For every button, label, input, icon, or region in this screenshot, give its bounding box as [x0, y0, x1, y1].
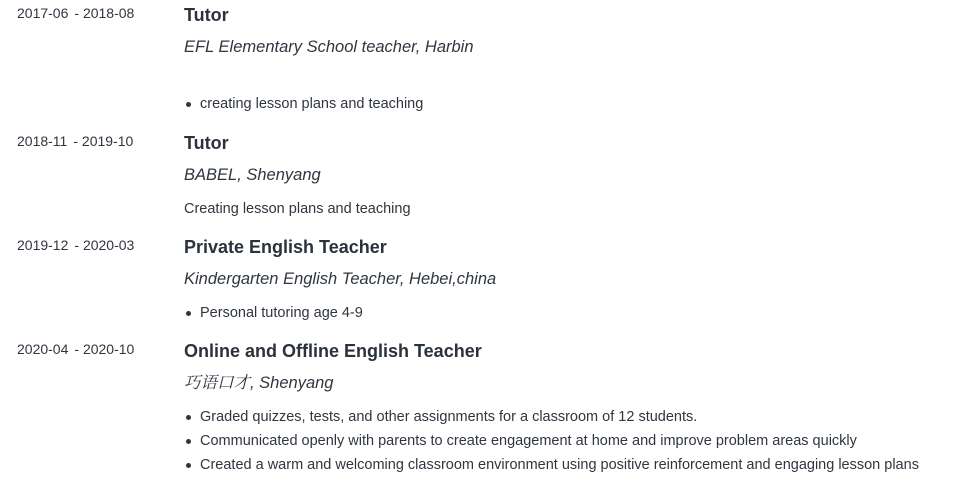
bullet-item: creating lesson plans and teaching [184, 92, 423, 116]
entry-content [184, 236, 969, 321]
bullet-item: Graded quizzes, tests, and other assignments for a classroom of 12 students. [184, 405, 919, 429]
end-date: 2018-08 [82, 5, 135, 21]
job-title: Private English Teacher [184, 237, 387, 257]
bullet-list [184, 301, 363, 325]
bullet-item: Created a warm and welcoming classroom environment using positive reinforcement and engaging lesson plans [184, 453, 919, 477]
organization: BABEL, Shenyang [184, 166, 321, 184]
start-date: 2020-04 [17, 341, 69, 357]
bullet-list [184, 405, 919, 477]
organization: EFL Elementary School teacher, Harbin [184, 38, 474, 56]
job-title: Online and Offline English Teacher [184, 341, 482, 361]
entry-content [184, 132, 969, 217]
end-date: 2019-10 [81, 133, 134, 149]
job-description: Creating lesson plans and teaching [184, 201, 411, 217]
entry-content [184, 4, 969, 112]
entry-content [184, 340, 969, 473]
job-title: Tutor [184, 133, 229, 153]
date-range [17, 5, 134, 22]
date-separator: - [74, 341, 80, 357]
bullet-list [184, 92, 423, 116]
job-title: Tutor [184, 5, 229, 25]
date-range [17, 341, 134, 358]
organization: 巧语口才, Shenyang [184, 374, 334, 392]
date-separator: - [73, 133, 79, 149]
start-date: 2018-11 [17, 133, 68, 149]
start-date: 2017-06 [17, 5, 69, 21]
bullet-item: Personal tutoring age 4-9 [184, 301, 363, 325]
date-range [17, 237, 134, 254]
organization: Kindergarten English Teacher, Hebei,china [184, 270, 497, 288]
end-date: 2020-10 [82, 341, 135, 357]
bullet-item: Communicated openly with parents to create engagement at home and improve problem areas quickly [184, 429, 919, 453]
end-date: 2020-03 [82, 237, 135, 253]
date-range [17, 133, 133, 150]
start-date: 2019-12 [17, 237, 69, 253]
date-separator: - [74, 237, 80, 253]
date-separator: - [74, 5, 80, 21]
